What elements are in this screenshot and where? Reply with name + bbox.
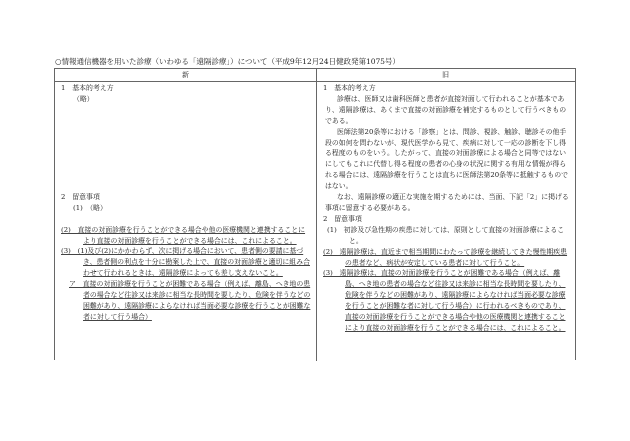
old-section1-para1: 診療は、医師又は歯科医師と患者が直接対面して行われることが基本であり、遠隔診療は、あくまで直接の対面診療を補完するものとして行うべきものである。 [325, 94, 567, 125]
old-column [323, 83, 569, 334]
new-column [61, 83, 311, 323]
old-section1-para3: なお、遠隔診療の適正な実施を期するためには、当面、下記「2」に掲げる事項に留意する必要がある。 [325, 193, 569, 212]
old-section2-heading: 2 留意事項 [323, 214, 362, 223]
old-item2: (2) 遠隔診療は、直近まで相当期間にわたって診療を継続してきた慢性期疾患の患者など、病状が安定している患者に対して行うこと。 [323, 247, 568, 267]
old-section1-para2: 医師法第20条等における「診察」とは、問診、視診、触診、聴診その他手段の如何を問わないが、現代医学から見て、疾病に対して一応の診断を下し得る程度のものをいう。したがって、直接の対面診療による場合と同等ではないにしてもこれに代替し得る程度の患者の心身の状況に関する有用な情報が得られる場合には、遠隔診療を行うことは直ちに医師法第20条等に抵触するものではない。 [325, 127, 569, 191]
table-header-row [55, 69, 575, 82]
document-title: ○情報通信機器を用いた診療（いわゆる「遠隔診療」）について（平成9年12月24日健政発第1075号） [55, 57, 400, 66]
column-header-new: 新 [182, 71, 189, 79]
new-item3: (3) (1)及び(2)にかかわらず、次に掲げる場合において、患者側の要請に基づき、患者側の利点を十分に勘案した上で、直接の対面診療と適切に組み合わせて行われるときは、遠隔診療によっても差し支えないこと。 [61, 247, 310, 278]
column-header-old: 旧 [442, 71, 449, 79]
old-item3: (3) 遠隔診療は、直接の対面診療を行うことが困難である場合（例えば、離島、へき地の患者の場合など往診又は来診に相当な長時間を要したり、危険を伴うなどの困難があり、遠隔診療によらなければ当面必要な診療を行うことが困難な者に対して行う場合）に行われるべきものであり、直接の対面診療を行うことができる場合や他の医療機関と連携することにより直接の対面診療を行うことができる場合には、これによること。 [323, 269, 566, 332]
new-item1: (1) （略） [73, 203, 107, 212]
comparison-table [54, 68, 576, 360]
old-section1-heading: 1 基本的考え方 [323, 84, 376, 92]
old-item1: (1) 初診及び急性期の疾患に対しては、原則として直接の対面診療によること。 [327, 225, 565, 245]
column-divider [316, 69, 317, 361]
new-section1-heading: 1 基本的考え方 [61, 84, 114, 92]
new-item2: (2) 直接の対面診療を行うことができる場合や他の医療機関と連携することにより直接の対面診療を行うことができる場合には、これによること。 [61, 225, 306, 245]
new-item3-a: ア 直接の対面診療を行うことが困難である場合（例えば、離島、へき地の患者の場合など往診又は来診に相当な長時間を要したり、危険を伴うなどの困難があり、遠隔診療によらなければ当面必要な診療を行うことが困難な者に対して行う場合） [69, 280, 311, 321]
new-section2-heading: 2 留意事項 [61, 192, 100, 201]
new-section1-body: （略） [73, 94, 94, 103]
